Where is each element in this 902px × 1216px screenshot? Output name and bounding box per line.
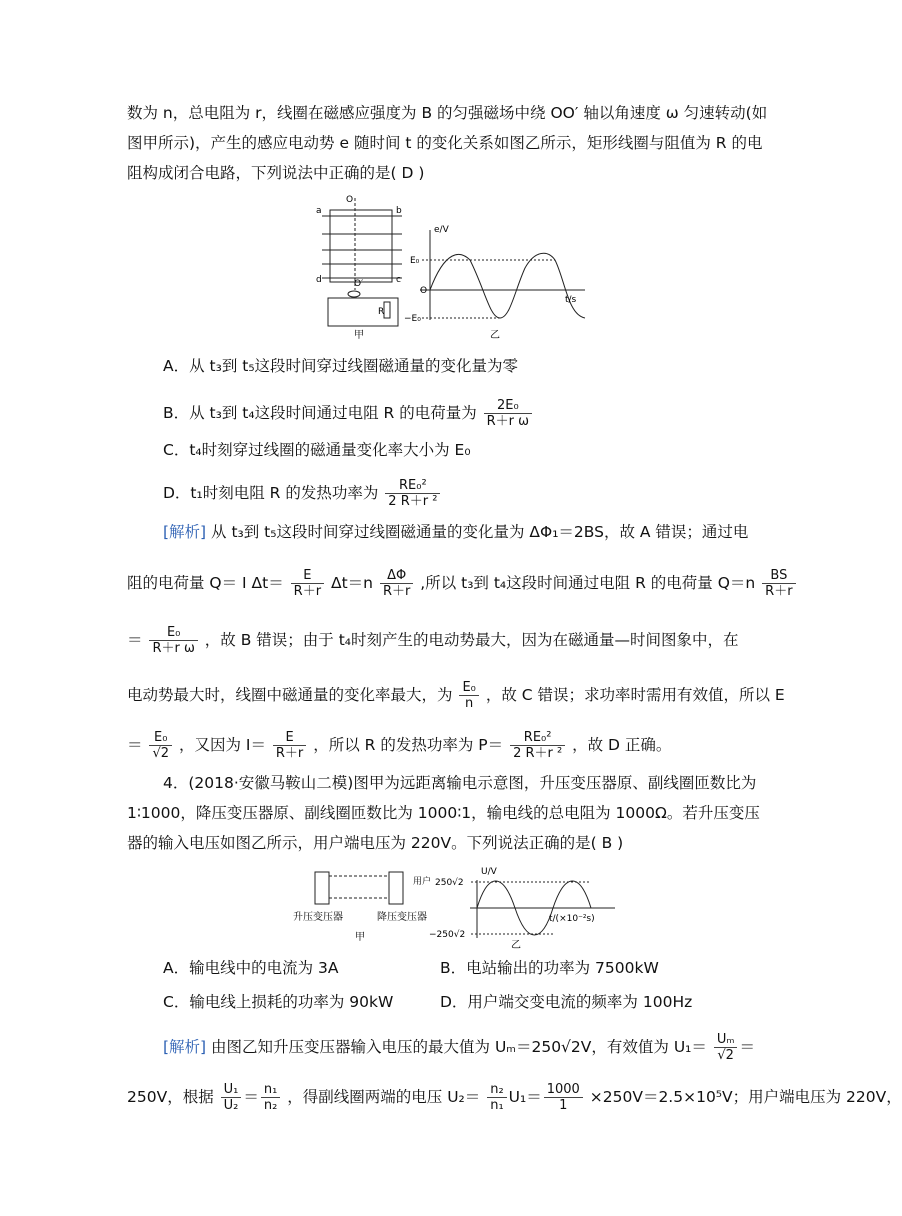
p3-option-a: A．从 t₃到 t₅这段时间穿过线圈磁通量的变化量为零 [163, 357, 519, 375]
fig4-jia-label: 甲 [355, 932, 365, 943]
t-axis-label-4: t/(×10⁻²s) [549, 914, 595, 924]
coil-and-emf-figure [310, 190, 600, 340]
p3-analysis-5: ＝ $\frac{\text{E₀}}{√2}$ ，又因为 I＝ $\frac{E}{R+r}$ ，所以 R 的发热功率为 P＝ $\frac{\text{RE₀²}}{\text{2 R＋r ²}}$ ，故 D 正确。 [127, 730, 672, 761]
p3-option-c: C．t₄时刻穿过线圈的磁通量变化率大小为 E₀ [163, 441, 471, 459]
p4-line-1: 4．(2018·安徽马鞍山二模)图甲为远距离输电示意图，升压变压器原、副线圈匝数比为 [163, 774, 757, 792]
p3-analysis-2: 阻的电荷量 Q＝ I Δt＝ $\frac{E}{R+r}$ Δt＝n $\frac{\Delta\Phi}{R+r}$ ,所以 t₃到 t₄这段时间通过电阻 R 的电荷量 Q＝n $\frac{BS}{R+r}$ [127, 568, 798, 599]
e0-label: E₀ [410, 256, 420, 266]
p3-option-b: B．从 t₃到 t₄这段时间通过电阻 R 的电荷量为 $\frac{\text{2E₀}}{\text{R＋r ω}}$ [163, 398, 534, 429]
svg-text:c: c [396, 275, 401, 285]
user-label: 用户 [413, 877, 432, 887]
p3-line-1: 数为 n，总电阻为 r，线圈在磁感应强度为 B 的匀强磁场中绕 OO′ 轴以角速度 ω 匀速转动(如 [127, 104, 768, 122]
p3-analysis-3: ＝ $\frac{\text{E₀}}{\text{R＋r ω}}$ ，故 B 错误；由于 t₄时刻产生的电动势最大，因为在磁通量—时间图象中，在 [127, 625, 739, 656]
transmission-figure [285, 858, 630, 950]
svg-text:b: b [396, 206, 402, 216]
fig-jia-label: 甲 [354, 330, 364, 341]
svg-text:d: d [316, 275, 322, 285]
p4-line-3: 器的输入电压如图乙所示，用户端电压为 220V。下列说法正确的是( B ) [127, 834, 624, 852]
p4-analysis-1: [解析] 由图乙知升压变压器输入电压的最大值为 Uₘ＝250√2V，有效值为 U₁＝ $\frac{\text{Uₘ}}{√2}$ ＝ [163, 1032, 755, 1063]
p4-option-a: A．输电线中的电流为 3A [163, 959, 339, 977]
p3-analysis-4: 电动势最大时，线圈中磁通量的变化率最大，为 $\frac{\text{E₀}}{n}$ ，故 C 错误；求功率时需用有效值，所以 E [127, 680, 785, 711]
neg-e0-label: −E₀ [404, 314, 421, 324]
origin-label: O [420, 286, 428, 296]
p3-line-2: 图甲所示)，产生的感应电动势 e 随时间 t 的变化关系如图乙所示，矩形线圈与阻值为 R 的电 [127, 134, 763, 152]
p4-option-b: B．电站输出的功率为 7500kW [440, 959, 659, 977]
p3-analysis-1: [解析] 从 t₃到 t₅这段时间穿过线圈磁通量的变化量为 ΔΦ₁＝2BS，故 A 错误；通过电 [163, 523, 749, 541]
neg-peak-label: −250√2 [429, 930, 466, 940]
p4-line-2: 1∶1000，降压变压器原、副线圈匝数比为 1000∶1，输电线的总电阻为 1000Ω。若升压变压 [127, 804, 760, 822]
p3-option-d: D．t₁时刻电阻 R 的发热功率为 $\frac{\text{RE₀²}}{\text{2 R＋r ²}}$ [163, 478, 442, 509]
svg-text:O′: O′ [354, 279, 364, 289]
svg-text:a: a [316, 206, 322, 216]
t-axis-label: t/s [565, 295, 577, 305]
u-axis-label: U/V [481, 867, 497, 877]
e-axis-label: e/V [434, 225, 449, 235]
step-up-label: 升压变压器 [293, 912, 343, 923]
step-down-label: 降压变压器 [377, 912, 427, 923]
fig4-yi-label: 乙 [511, 940, 521, 951]
peak-label: 250√2 [435, 878, 464, 888]
p4-option-d: D．用户端交变电流的频率为 100Hz [440, 993, 693, 1011]
svg-text:O: O [346, 195, 354, 205]
p4-analysis-2: 250V，根据 $\frac{\text{U₁}}{\text{U₂}}$ ＝ $\frac{\text{n₁}}{\text{n₂}}$ ，得副线圈两端的电压 U₂＝ $\frac{\text{n₂}}{\text{n₁}}$ U₁＝ $\frac{1000}{1}$ ×250V＝2.5×10⁵V；用户端电压为 220V， [127, 1082, 902, 1113]
svg-text:R: R [378, 307, 385, 317]
p4-option-c: C．输电线上损耗的功率为 90kW [163, 993, 394, 1011]
p3-line-3: 阻构成闭合电路，下列说法中正确的是( D ) [127, 164, 425, 182]
fig-yi-label: 乙 [490, 330, 500, 341]
